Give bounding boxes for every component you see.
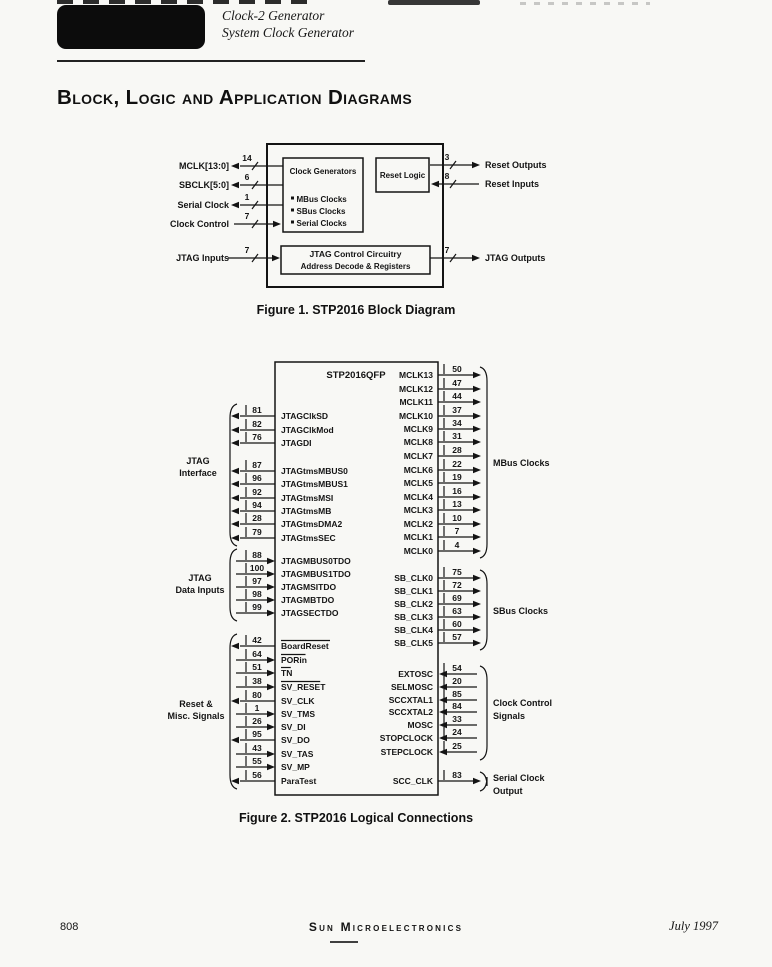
pin-number: 19 [452,472,462,482]
pin-label: JTAGMBUS0TDO [281,556,351,566]
arrow-left-icon [439,671,447,677]
pin-number: 1 [254,703,260,713]
arrow-left-icon [231,182,239,188]
footer-date: July 1997 [669,919,718,933]
pin-label: MCLK7 [403,451,433,461]
pin-label: JTAGtmsMB [281,506,332,516]
footer-rule [330,941,358,943]
arrow-right-icon [473,640,481,646]
arrow-right-icon [267,558,275,564]
pin-number: 34 [452,418,462,428]
bus-width: 6 [244,172,250,182]
group-label: Data Inputs [175,585,225,595]
product-name-line2: System Clock Generator [222,25,354,40]
figure1-diagram [170,144,547,287]
fig1-resetlogic-title: Reset Logic [379,171,426,180]
pin-label: SB_CLK5 [394,638,433,648]
pin-number: 24 [452,727,462,737]
bus-width: 7 [244,211,250,221]
pin-number: 80 [252,690,262,700]
arrow-right-icon [473,575,481,581]
pin-number: 54 [452,663,462,673]
signal-label: MCLK[13:0] [178,161,229,171]
pin-number: 85 [452,689,462,699]
footer-page-number: 808 [60,921,79,933]
arrow-right-icon [473,467,481,473]
arrow-left-icon [439,722,447,728]
pin-number: 64 [252,649,262,659]
pin-label: SV_CLK [281,696,315,706]
arrow-right-icon [272,255,280,261]
arrow-left-icon [431,181,439,187]
group-label: SBus Clocks [493,606,549,616]
pin-label: JTAGtmsMBUS0 [281,466,348,476]
pin-label: SB_CLK4 [394,625,433,635]
pin-label: MCLK9 [403,424,433,434]
pin-number: 33 [452,714,462,724]
pin-label: SV_RESET [281,682,326,692]
pin-number: 57 [452,632,462,642]
pin-number: 79 [252,527,262,537]
signal-label: JTAG Outputs [485,253,546,263]
pin-label: JTAGClkMod [281,425,334,435]
group-bracket [230,549,237,621]
pin-number: 98 [252,589,262,599]
pin-label: EXTOSC [398,669,433,679]
pin-number: 69 [452,593,462,603]
pin-label: MCLK2 [403,519,433,529]
arrow-left-icon [231,643,239,649]
group-label: JTAG [186,456,210,466]
pin-number: 88 [252,550,262,560]
arrow-right-icon [473,614,481,620]
pin-label: MCLK0 [403,546,433,556]
pin-number: 99 [252,602,262,612]
group-brace [480,367,487,558]
fig1-signal-reset-outputs [430,152,547,170]
arrow-left-icon [231,521,239,527]
arrow-left-icon [231,508,239,514]
arrow-left-icon [231,427,239,433]
pin-label: JTAGtmsMSI [281,493,334,503]
pin-number: 44 [452,391,462,401]
pin-number: 26 [252,716,262,726]
arrow-right-icon [267,584,275,590]
pin-label: SELMOSC [390,682,433,692]
pin-label: MCLK11 [399,397,433,407]
arrow-right-icon [267,610,275,616]
pin-label: SV_MP [281,762,310,772]
figure1-caption: Figure 1. STP2016 Block Diagram [256,303,456,317]
pin-number: 97 [252,576,262,586]
arrow-left-icon [231,413,239,419]
arrow-right-icon [267,684,275,690]
fig1-jtag-title: JTAG Control Circuitry [309,249,402,259]
pin-label: SCCXTAL1 [388,695,433,705]
arrow-right-icon [473,534,481,540]
pin-label: SB_CLK1 [394,586,433,596]
group-bracket [230,634,237,789]
pin-number: 84 [452,701,462,711]
pin-number: 28 [452,445,462,455]
pin-number: 38 [252,676,262,686]
figure2-caption: Figure 2. STP2016 Logical Connections [238,811,474,825]
arrow-right-icon [473,439,481,445]
fig1-clockgen-title: Clock Generators [289,167,357,176]
pin-label: ParaTest [281,776,317,786]
arrow-right-icon [473,778,481,784]
pin-label: MCLK13 [398,370,433,380]
group-label: Serial Clock [493,773,545,783]
figure2-diagram [167,362,552,796]
arrow-right-icon [273,221,281,227]
arrow-left-icon [231,468,239,474]
group-label: Misc. Signals [167,711,225,721]
arrow-left-icon [231,778,239,784]
bullet-icon [291,221,294,224]
pin-label: BoardReset [281,641,329,651]
arrow-right-icon [473,494,481,500]
arrow-right-icon [267,751,275,757]
pin-label: SCCXTAL2 [388,707,433,717]
arrow-left-icon [231,440,239,446]
pin-number: 42 [252,635,262,645]
arrow-right-icon [473,399,481,405]
arrow-right-icon [473,588,481,594]
group-label: Signals [493,711,526,721]
group-label: MBus Clocks [493,458,550,468]
bus-width: 14 [242,153,252,163]
arrow-right-icon [472,255,480,261]
pin-label: JTAGMBUS1TDO [281,569,351,579]
fig1-signal-jtag-outputs [430,245,545,263]
fig2-chip-name: STP2016QFP [326,370,386,381]
pin-number: 55 [252,756,262,766]
pin-label: SCC_CLK [392,776,433,786]
pin-label: SV_DO [281,735,310,745]
signal-label: Reset Inputs [485,179,540,189]
pin-label: MCLK3 [403,505,433,515]
arrow-left-icon [231,495,239,501]
group-brace [480,772,487,791]
arrow-left-icon [231,481,239,487]
fig1-clockgen-item: MBus Clocks [296,195,347,204]
arrow-right-icon [473,521,481,527]
arrow-right-icon [473,601,481,607]
pin-label: MCLK4 [403,492,433,502]
fig1-signal-clock-control [170,211,281,229]
arrow-left-icon [439,749,447,755]
pin-number: 37 [452,405,462,415]
pin-number: 50 [452,364,462,374]
footer-company: Sun Microelectronics [308,920,464,934]
arrow-right-icon [267,724,275,730]
bus-width: 7 [244,245,250,255]
pin-number: 96 [252,473,262,483]
fig1-signal-jtag-inputs [176,245,280,263]
arrow-right-icon [473,413,481,419]
pin-number: 7 [454,526,460,536]
pin-label: SB_CLK0 [394,573,433,583]
pin-number: 81 [252,405,262,415]
bus-width: 3 [444,152,450,162]
arrow-left-icon [231,698,239,704]
arrow-right-icon [267,711,275,717]
group-label: Interface [179,468,217,478]
arrow-right-icon [267,764,275,770]
arrow-left-icon [231,202,239,208]
pin-label: PORin [281,655,307,665]
signal-label: JTAG Inputs [176,253,229,263]
pin-number: 16 [452,486,462,496]
product-name-line1: Clock-2 Generator [222,8,325,23]
pin-label: STEPCLOCK [380,747,433,757]
fig2-pin-rows [167,364,552,796]
pin-label: JTAGClkSD [281,411,329,421]
pin-number: 63 [452,606,462,616]
pin-label: JTAGSECTDO [281,608,339,618]
bus-width: 1 [244,192,250,202]
bus-width: 7 [444,245,450,255]
fig1-signal-reset-inputs [431,171,539,189]
group-brace [480,570,487,650]
fig1-jtag-subtitle: Address Decode & Registers [300,262,411,271]
signal-label: Clock Control [169,219,229,229]
arrow-right-icon [473,386,481,392]
pin-number: 4 [454,540,460,550]
pin-label: MCLK12 [398,384,433,394]
arrow-right-icon [267,657,275,663]
pin-label: JTAGtmsMBUS1 [281,479,348,489]
page-title: Block, Logic and Application Diagrams [57,86,413,109]
pin-label: MCLK8 [403,437,433,447]
pin-label: JTAGMBTDO [281,595,335,605]
arrow-left-icon [439,735,447,741]
pin-number: 92 [252,487,262,497]
pin-number: 82 [252,419,262,429]
pin-number: 83 [452,770,462,780]
pin-number: 75 [452,567,462,577]
pin-number: 47 [452,378,462,388]
pin-label: MOSC [407,720,433,730]
arrow-left-icon [231,163,239,169]
pin-number: 87 [252,460,262,470]
signal-label: Serial Clock [177,200,229,210]
pin-label: MCLK1 [403,532,433,542]
pin-number: 43 [252,743,262,753]
pin-label: SV_TMS [281,709,316,719]
arrow-left-icon [231,737,239,743]
pin-number: 28 [252,513,262,523]
fig1-clockgen-item: Serial Clocks [296,219,347,228]
arrow-left-icon [439,709,447,715]
pin-number: 56 [252,770,262,780]
bullet-icon [291,197,294,200]
pin-number: 94 [252,500,262,510]
pin-label: MCLK10 [398,411,433,421]
group-label: JTAG [188,573,212,583]
arrow-left-icon [439,697,447,703]
pin-number: 51 [252,662,262,672]
fig1-clockgen-item: SBus Clocks [296,207,346,216]
pin-number: 95 [252,729,262,739]
pin-label: SV_TAS [281,749,314,759]
pin-number: 100 [249,563,265,573]
arrow-right-icon [267,670,275,676]
pin-label: MCLK5 [403,478,433,488]
pin-label: SV_DI [281,722,306,732]
pin-number: 72 [452,580,462,590]
pin-label: TN [281,668,293,678]
arrow-right-icon [472,162,480,168]
pin-number: 13 [452,499,462,509]
pin-number: 10 [452,513,462,523]
arrow-right-icon [267,571,275,577]
pin-label: JTAGMSITDO [281,582,337,592]
pin-label: SB_CLK3 [394,612,433,622]
arrow-right-icon [473,507,481,513]
signal-label: SBCLK[5:0] [178,180,229,190]
pin-number: 76 [252,432,262,442]
arrow-left-icon [231,535,239,541]
group-label: Reset & [179,699,213,709]
bus-width: 8 [444,171,450,181]
arrow-right-icon [473,426,481,432]
arrow-right-icon [473,627,481,633]
arrow-right-icon [267,597,275,603]
signal-label: Reset Outputs [485,160,547,170]
pin-label: STOPCLOCK [379,733,433,743]
pin-label: MCLK6 [403,465,433,475]
pin-number: 22 [452,459,462,469]
group-brace [480,666,487,760]
arrow-left-icon [439,684,447,690]
arrow-right-icon [473,548,481,554]
pin-number: 20 [452,676,462,686]
pin-number: 60 [452,619,462,629]
pin-label: JTAGtmsDMA2 [281,519,343,529]
pin-label: JTAGDI [281,438,312,448]
group-label: Clock Control [493,698,553,708]
pin-number: 25 [452,741,462,751]
bullet-icon [291,209,294,212]
group-label: Output [493,786,523,796]
arrow-right-icon [473,372,481,378]
arrow-right-icon [473,453,481,459]
pin-label: JTAGtmsSEC [281,533,336,543]
arrow-right-icon [473,480,481,486]
pin-number: 31 [452,431,462,441]
pin-label: SB_CLK2 [394,599,433,609]
